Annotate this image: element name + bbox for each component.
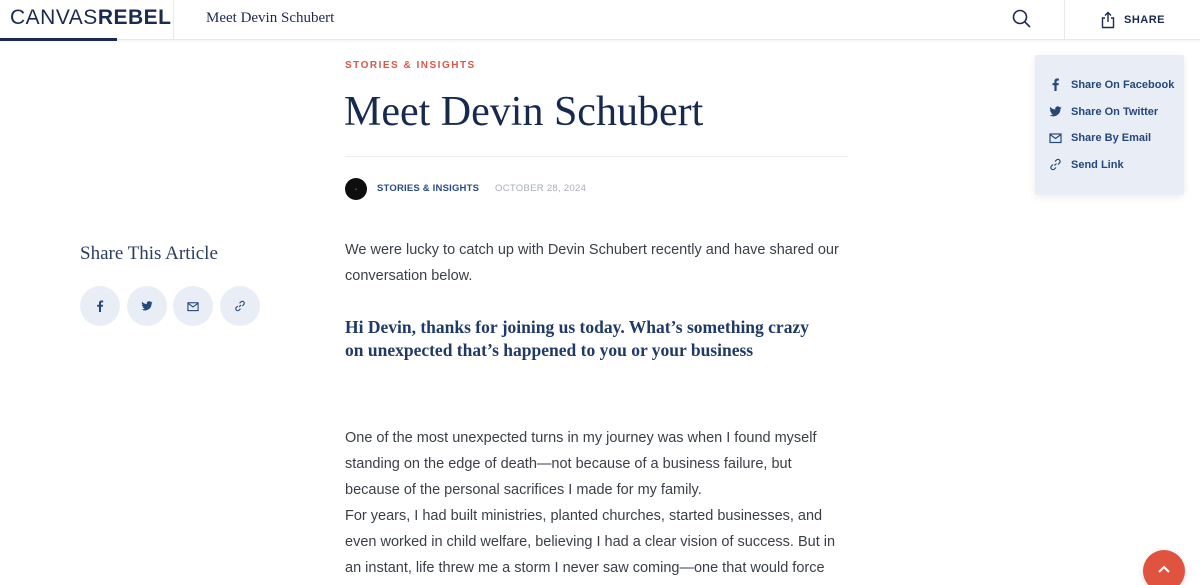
title-divider — [345, 156, 848, 157]
article-kicker[interactable]: STORIES & INSIGHTS — [345, 60, 476, 71]
question-line: on unexpected that’s happened to you or your business — [345, 340, 754, 360]
answer-line: One of the most unexpected turns in my journey was when I found myself — [345, 430, 817, 446]
header-article-title: Meet Devin Schubert — [206, 10, 335, 26]
sidebar-twitter-button[interactable] — [127, 286, 167, 326]
sidebar-facebook-button[interactable] — [80, 286, 120, 326]
answer-line: For years, I had built ministries, planted churches, started businesses, and — [345, 508, 823, 524]
share-facebook-item[interactable] — [1049, 78, 1174, 91]
sidebar-email-button[interactable] — [173, 286, 213, 326]
share-twitter-label: Share On Twitter — [1071, 105, 1159, 118]
avatar-mark: ● — [355, 187, 357, 191]
share-email-label: Share By Email — [1071, 131, 1152, 144]
share-email-item[interactable] — [1049, 131, 1151, 144]
email-icon — [187, 300, 199, 312]
top-bar — [0, 0, 1200, 40]
reading-progress-bar — [0, 38, 117, 41]
answer-line: even worked in child welfare, believing I had a clear vision of success. But in — [345, 534, 836, 550]
send-link-item[interactable] — [1049, 158, 1124, 171]
share-icon — [1100, 11, 1116, 29]
article-title: Meet Devin Schubert — [344, 89, 704, 135]
article-date: OCTOBER 28, 2024 — [495, 183, 587, 194]
logo-text-rebel: REBEL — [97, 6, 172, 29]
share-article-heading: Share This Article — [80, 243, 218, 264]
interview-question — [345, 316, 845, 362]
send-link-label: Send Link — [1071, 158, 1124, 171]
scroll-to-top-button[interactable] — [1143, 550, 1185, 585]
logo-text-canvas: CANVAS — [10, 6, 98, 29]
intro-line: conversation below. — [345, 268, 473, 284]
twitter-icon — [1049, 105, 1062, 118]
share-button[interactable] — [1100, 9, 1165, 31]
intro-paragraph — [345, 237, 855, 289]
search-button[interactable] — [1010, 8, 1036, 32]
facebook-icon — [1049, 78, 1062, 91]
site-logo[interactable] — [10, 6, 172, 30]
header-divider-right — [1064, 0, 1065, 40]
twitter-icon — [141, 300, 153, 312]
share-dropdown-menu — [1035, 55, 1184, 195]
answer-paragraph — [345, 425, 855, 581]
intro-line: We were lucky to catch up with Devin Schubert recently and have shared our — [345, 242, 839, 258]
author-avatar[interactable] — [345, 178, 367, 200]
answer-line: standing on the edge of death—not because of a business failure, but — [345, 456, 792, 472]
link-icon — [234, 300, 246, 312]
share-button-label: SHARE — [1124, 14, 1166, 26]
share-facebook-label: Share On Facebook — [1071, 78, 1175, 91]
chevron-up-icon — [1157, 564, 1171, 574]
answer-line: because of the personal sacrifices I made for my family. — [345, 482, 702, 498]
header-divider — [173, 0, 174, 40]
sidebar-link-button[interactable] — [220, 286, 260, 326]
question-line: Hi Devin, thanks for joining us today. What’s something crazy — [345, 317, 809, 337]
answer-line: an instant, life threw me a storm I never saw coming—one that would force — [345, 560, 825, 576]
article-category-link[interactable]: STORIES & INSIGHTS — [377, 183, 480, 194]
email-icon — [1049, 131, 1062, 144]
link-icon — [1049, 158, 1062, 171]
search-icon — [1010, 8, 1032, 30]
facebook-icon — [94, 300, 106, 312]
share-twitter-item[interactable] — [1049, 105, 1158, 118]
